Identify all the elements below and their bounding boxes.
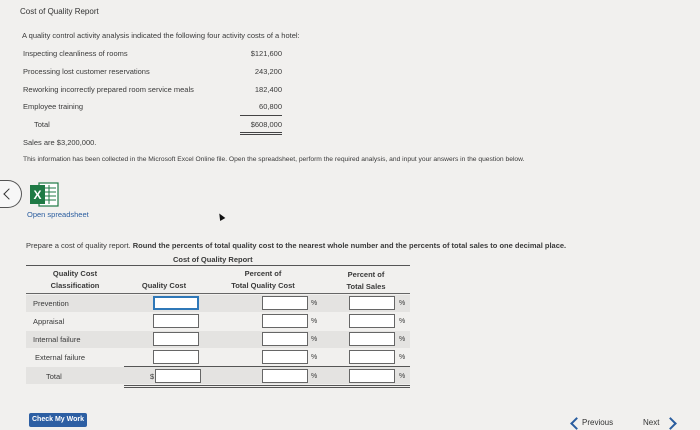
chevron-left-icon xyxy=(570,417,583,430)
header-classification-line2: Classification xyxy=(50,281,100,290)
excel-icon[interactable] xyxy=(29,182,59,207)
total-cost-input[interactable] xyxy=(155,369,201,383)
instructions xyxy=(26,241,566,250)
sales-text: Sales are $3,200,000. xyxy=(23,138,97,147)
header-pct-quality-line2: Total Quality Cost xyxy=(231,281,295,290)
external-failure-pct-quality-input[interactable] xyxy=(262,350,308,364)
percent-symbol: % xyxy=(399,318,406,325)
total-pct-sales-input[interactable] xyxy=(349,369,395,383)
percent-symbol: % xyxy=(311,318,318,325)
activity-label: Reworking incorrectly prepared room service meals xyxy=(23,85,194,94)
row-label-total: Total xyxy=(46,372,62,381)
row-label-external-failure: External failure xyxy=(35,353,86,362)
activity-label: Employee training xyxy=(23,102,84,111)
appraisal-cost-input[interactable] xyxy=(153,314,199,328)
total-row-bottom-rule-2 xyxy=(124,387,410,388)
header-pct-quality xyxy=(220,268,306,292)
activity-amount: 60,800 xyxy=(259,102,282,111)
header-pct-quality-line1: Percent of xyxy=(244,269,282,278)
prevention-pct-quality-input[interactable] xyxy=(262,296,308,310)
total-rule-1 xyxy=(240,132,282,133)
header-classification xyxy=(36,268,114,292)
header-pct-sales-line1: Percent of xyxy=(347,270,385,279)
percent-symbol: % xyxy=(399,373,406,380)
row-label-prevention: Prevention xyxy=(33,299,69,308)
total-rule-2 xyxy=(240,134,282,135)
previous-label: Previous xyxy=(582,418,614,427)
percent-symbol: % xyxy=(399,336,406,343)
next-button[interactable] xyxy=(640,416,696,430)
internal-failure-pct-sales-input[interactable] xyxy=(349,332,395,346)
row-label-appraisal: Appraisal xyxy=(33,317,65,326)
percent-symbol: % xyxy=(311,354,318,361)
activity-amount: 243,200 xyxy=(254,67,282,76)
activity-amount: $121,600 xyxy=(250,49,282,58)
chevron-right-icon xyxy=(664,417,677,430)
percent-symbol: % xyxy=(399,354,406,361)
mouse-cursor-icon xyxy=(217,212,226,221)
header-pct-sales xyxy=(330,269,402,293)
header-cost: Quality Cost xyxy=(141,281,187,290)
intro-text: A quality control activity analysis indicated the following four activity costs of a hotel: xyxy=(22,31,300,40)
back-arrow-icon[interactable] xyxy=(0,180,22,208)
instructions-prefix: Prepare a cost of quality report. xyxy=(26,241,133,250)
row-label-internal-failure: Internal failure xyxy=(33,335,81,344)
svg-text:X: X xyxy=(33,188,42,202)
internal-failure-pct-quality-input[interactable] xyxy=(262,332,308,346)
report-title: Cost of Quality Report xyxy=(173,255,253,264)
total-row-bottom-rule-1 xyxy=(124,385,410,386)
next-label: Next xyxy=(643,418,660,427)
total-row-top-rule xyxy=(124,366,410,367)
activity-amount: 182,400 xyxy=(254,85,282,94)
open-spreadsheet-link[interactable]: Open spreadsheet xyxy=(27,210,89,219)
percent-symbol: % xyxy=(311,336,318,343)
percent-symbol: % xyxy=(399,300,406,307)
header-pct-sales-line2: Total Sales xyxy=(346,282,386,291)
activity-label: Processing lost customer reservations xyxy=(23,67,150,76)
appraisal-pct-sales-input[interactable] xyxy=(349,314,395,328)
check-my-work-button[interactable]: Check My Work xyxy=(29,413,87,427)
dollar-symbol: $ xyxy=(150,372,155,381)
report-top-rule xyxy=(26,265,410,266)
internal-failure-cost-input[interactable] xyxy=(153,332,199,346)
prevention-pct-sales-input[interactable] xyxy=(349,296,395,310)
activity-label: Inspecting cleanliness of rooms xyxy=(23,49,128,58)
info-text: This information has been collected in the Microsoft Excel Online file. Open the spreadsheet, perform the required analysis, and input your answers in the question below. xyxy=(23,156,525,163)
header-rule xyxy=(26,293,410,294)
external-failure-pct-sales-input[interactable] xyxy=(349,350,395,364)
header-classification-line1: Quality Cost xyxy=(52,269,98,278)
page-title: Cost of Quality Report xyxy=(20,7,99,16)
appraisal-pct-quality-input[interactable] xyxy=(262,314,308,328)
total-pct-quality-input[interactable] xyxy=(262,369,308,383)
instructions-bold: Round the percents of total quality cost to the nearest whole number and the percents of total sales to one decimal place. xyxy=(132,241,567,250)
percent-symbol: % xyxy=(311,300,318,307)
subtotal-rule xyxy=(240,115,282,116)
prevention-cost-input[interactable] xyxy=(153,296,199,310)
total-label: Total xyxy=(34,120,50,129)
external-failure-cost-input[interactable] xyxy=(153,350,199,364)
total-amount: $608,000 xyxy=(250,120,282,129)
previous-button[interactable] xyxy=(568,416,618,430)
percent-symbol: % xyxy=(311,373,318,380)
